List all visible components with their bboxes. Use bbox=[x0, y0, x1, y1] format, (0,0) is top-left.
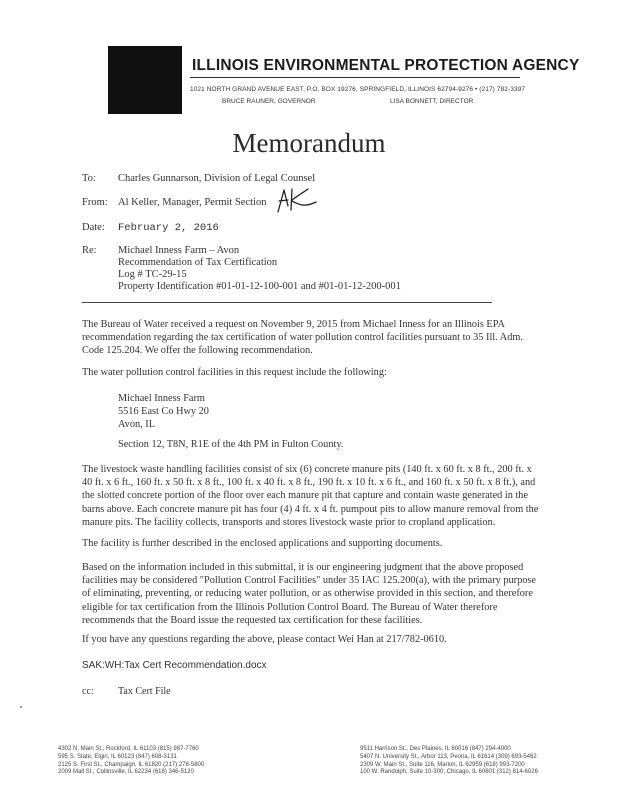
facility-location: Section 12, T8N, R1E of the 4th PM in Fulton County. bbox=[118, 439, 344, 450]
re-line: Michael Inness Farm – Avon bbox=[118, 245, 240, 256]
signature-initials bbox=[270, 186, 322, 216]
from-value: Al Keller, Manager, Permit Section bbox=[118, 197, 267, 208]
cc-label: cc: bbox=[82, 686, 94, 697]
paragraph-line: Based on the information included in this submittal, it is our engineering judgment that the above proposed bbox=[82, 562, 524, 573]
footer-offices-left bbox=[58, 746, 204, 777]
re-line: Recommendation of Tax Certification bbox=[118, 257, 278, 268]
re-line: Log # TC-29-15 bbox=[118, 269, 187, 280]
footer-address: 2009 Mall St., Collinsville, IL 62234 (618) 346-5120 bbox=[58, 769, 194, 776]
footer-offices-right bbox=[360, 746, 538, 777]
footer-address: 595 S. State, Elgin, IL 60123 (847) 608-3131 bbox=[58, 753, 177, 760]
header-rule bbox=[190, 77, 520, 78]
paragraph-line: of eliminating, preventing, or reducing water pollution, or as otherwise provided in this section, and therefore bbox=[82, 588, 533, 600]
cc-value: Tax Cert File bbox=[118, 686, 171, 697]
paragraph-line: manure pits. The facility collects, transports and stores livestock waste prior to cropland application. bbox=[82, 516, 496, 528]
paragraph-line: The facility is further described in the enclosed applications and supporting documents. bbox=[82, 538, 443, 549]
agency-name: ILLINOIS ENVIRONMENTAL PROTECTION AGENCY bbox=[192, 57, 580, 74]
re-label: Re: bbox=[82, 245, 97, 256]
re-divider bbox=[82, 302, 492, 303]
paragraph-line: If you have any questions regarding the above, please contact Wei Han at 217/782-0610. bbox=[82, 634, 447, 645]
agency-address: 1021 NORTH GRAND AVENUE EAST, P.O. BOX 19276, SPRINGFIELD, ILLINOIS 62794-9276 • (217) 782-3397 bbox=[190, 86, 526, 93]
paragraph-line: The livestock waste handling facilities consist of six (6) concrete manure pits (140 ft. x 60 ft. x 8 ft., 200 ft. x bbox=[82, 464, 532, 475]
agency-logo bbox=[108, 46, 182, 114]
re-block bbox=[118, 245, 401, 293]
re-line: Property Identification #01-01-12-100-001 and #01-01-12-200-001 bbox=[118, 281, 401, 292]
to-label: To: bbox=[82, 173, 96, 184]
director-name: LISA BONNETT, DIRECTOR bbox=[390, 98, 474, 105]
facility-address bbox=[118, 392, 209, 432]
paragraph-line: recommendation regarding the tax certification of water pollution control facilities pursuant to 35 Ill. Adm. bbox=[82, 332, 523, 344]
further-described bbox=[82, 537, 552, 550]
from-label: From: bbox=[82, 197, 108, 208]
paragraph-line: eligible for tax certification from the Illinois Pollution Control Board. The Bureau of Water therefore bbox=[82, 601, 498, 613]
facilities-intro bbox=[82, 366, 552, 379]
footer-address: 2309 W. Main St., Suite 116, Marion, IL 62959 (618) 993-7200 bbox=[360, 761, 525, 768]
date-label: Date: bbox=[82, 222, 105, 233]
date-value: February 2, 2016 bbox=[118, 222, 219, 234]
file-reference: SAK:WH:Tax Cert Recommendation.docx bbox=[82, 660, 267, 671]
paragraph-line: 40 ft. x 6 ft., 160 ft. x 50 ft. x 8 ft., 100 ft. x 40 ft. x 8 ft., 190 ft. x 10 ft. x 6 ft., and 160 ft. x 50 ft. x 8 ft.), and bbox=[82, 477, 536, 489]
paragraph-line: The water pollution control facilities in this request include the following: bbox=[82, 367, 387, 378]
paragraph-line: barns above. Each concrete manure pit has four (4) 4 ft. x 4 ft. pumpout pits to allow manure removal from the bbox=[82, 503, 539, 515]
judgment-paragraph bbox=[82, 561, 552, 627]
contact-paragraph bbox=[82, 633, 552, 646]
paragraph-line: facilities may be considered "Pollution Control Facilities" under 35 IAC 125.200(a), with the primary purpose bbox=[82, 575, 536, 587]
footer-address: 4302 N. Main St., Rockford, IL 61103 (815) 987-7760 bbox=[58, 746, 199, 752]
intro-paragraph bbox=[82, 318, 552, 358]
footer-address: 2125 S. First St., Champaign, IL 61820 (217) 278-5800 bbox=[58, 761, 205, 768]
footer-address: 100 W. Randolph, Suite 10-300, Chicago, IL 60601 (312) 814-6026 bbox=[360, 769, 538, 776]
paragraph-line: The Bureau of Water received a request on November 9, 2015 from Michael Inness for an Illinois EPA bbox=[82, 319, 505, 330]
memo-title: Memorandum bbox=[232, 128, 386, 158]
address-line: Michael Inness Farm bbox=[118, 393, 205, 404]
footer-address: 9511 Harrison St., Des Plaines, IL 60016 (847) 294-4000 bbox=[360, 746, 511, 752]
footer-address: 5407 N. University St., Arbor 113, Peoria, IL 61614 (309) 693-5462 bbox=[360, 753, 537, 760]
scan-speck bbox=[20, 706, 22, 708]
paragraph-line: the slotted concrete portion of the floor over each manure pit that capture and contain waste generated in the bbox=[82, 490, 529, 502]
to-value: Charles Gunnarson, Division of Legal Counsel bbox=[118, 173, 316, 184]
facility-description bbox=[82, 463, 552, 529]
address-line: Avon, IL bbox=[118, 419, 155, 431]
address-line: 5516 East Co Hwy 20 bbox=[118, 406, 209, 418]
paragraph-line: recommends that the Board issue the requested tax certification for these facilities. bbox=[82, 614, 423, 626]
paragraph-line: Code 125.204. We offer the following recommendation. bbox=[82, 345, 313, 357]
governor-name: BRUCE RAUNER, GOVERNOR bbox=[222, 98, 316, 105]
